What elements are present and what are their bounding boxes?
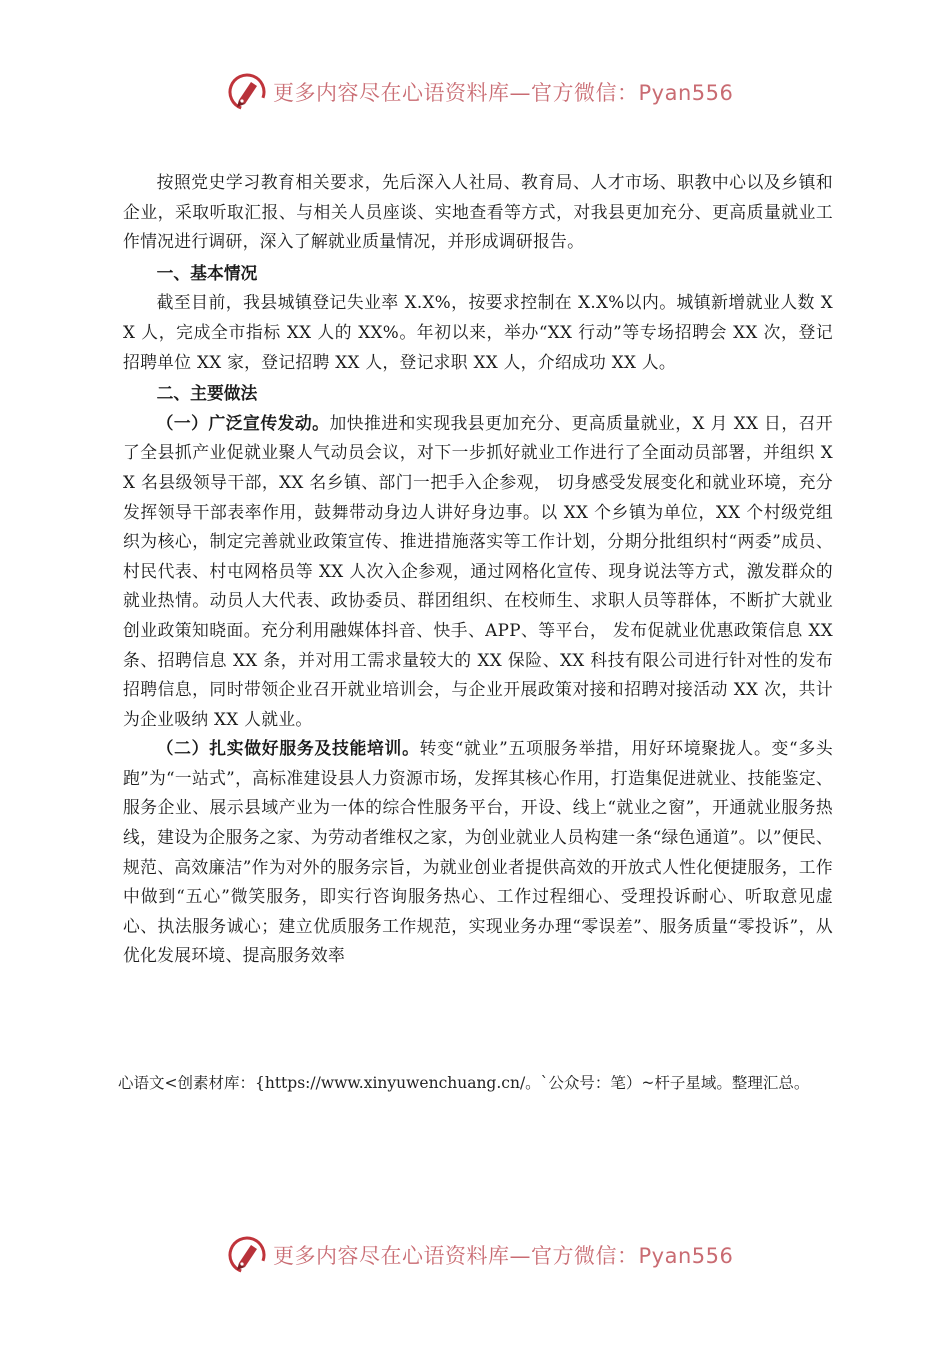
section-basic-paragraph: 截至目前，我县城镇登记失业率 X.X%，按要求控制在 X.X%以内。城镇新增就业人数 XX 人，完成全市指标 XX 人的 XX%。年初以来，举办“XX 行动”等专场招聘会 XX 次，登记招聘单位 XX 家，登记招聘 XX 人，登记求职 XX 人，介绍成功 XX 人。: [123, 292, 833, 372]
item-service-paragraph: [123, 734, 833, 971]
pen-nib-logo-icon: [225, 1233, 269, 1277]
item-service-lead: （二）扎实做好服务及技能培训。: [156, 738, 420, 759]
item-publicity-lead: （一）广泛宣传发动。: [156, 412, 330, 433]
section-heading-basic: 一、基本情况: [156, 262, 258, 283]
item-service-text: 转变“就业”五项服务举措，用好环境聚拢人。变“多头跑”为“一站式”，高标准建设县人力资源市场，发挥其核心作用，打造集促进就业、技能鉴定、服务企业、展示县域产业为一体的综合性服务平台，开设、线上“就业之窗”，开通就业服务热线，建设为企服务之家、为劳动者维权之家，为创业就业人员构建一条“绿色通道”。以”便民、规范、高效廉洁”作为对外的服务宗旨，为就业创业者提供高效的开放式人性化便捷服务，工作中做到“五心”微笑服务，即实行咨询服务热心、工作过程细心、受理投诉耐心、听取意见虚心、执法服务诚心；建立优质服务工作规范，实现业务办理“零误差”、服务质量“零投诉”，从优化发展环境、提高服务效率: [123, 738, 833, 966]
footer-banner: [225, 1233, 733, 1277]
intro-paragraph: 按照党史学习教育相关要求，先后深入人社局、教育局、人才市场、职教中心以及乡镇和企业，采取听取汇报、与相关人员座谈、实地查看等方式，对我县更加充分、更高质量就业工作情况进行调研，深入了解就业质量情况，并形成调研报告。: [123, 172, 833, 252]
header-banner: [225, 70, 733, 114]
footer-banner-text: 更多内容尽在心语资料库—官方微信：Pyan556: [273, 1244, 734, 1268]
section-heading-methods: 二、主要做法: [156, 383, 258, 404]
source-note: 心语文<创素材库：{https://www.xinyuwenchuang.cn/。`公众号：笔）~杆子星域。整理汇总。: [118, 1074, 810, 1092]
pen-nib-logo-icon: [225, 70, 269, 114]
header-banner-text: 更多内容尽在心语资料库—官方微信：Pyan556: [273, 81, 734, 105]
document-body: [123, 168, 833, 971]
item-publicity-paragraph: [123, 409, 833, 735]
item-publicity-text: 加快推进和实现我县更加充分、更高质量就业，X 月 XX 日，召开了全县抓产业促就业聚人气动员会议，对下一步抓好就业工作进行了全面动员部署，并组织 XX 名县级领导干部，XX 名乡镇、部门一把手入企参观， 切身感受发展变化和就业环境，充分发挥领导干部表率作用，鼓舞带动身边人讲好身边事。以 XX 个乡镇为单位，XX 个村级党组织为核心，制定完善就业政策宣传、推进措施落实等工作计划，分期分批组织村“两委”成员、村民代表、村屯网格员等 XX 人次入企参观，通过网格化宣传、现身说法等方式，激发群众的就业热情。动员人大代表、政协委员、群团组织、在校师生、求职人员等群体，不断扩大就业创业政策知晓面。充分利用融媒体抖音、快手、APP、等平台， 发布促就业优惠政策信息 XX 条、招聘信息 XX 条，并对用工需求量较大的 XX 保险、XX 科技有限公司进行针对性的发布招聘信息，同时带领企业召开就业培训会，与企业开展政策对接和招聘对接活动 XX 次，共计为企业吸纳 XX 人就业。: [123, 412, 833, 729]
